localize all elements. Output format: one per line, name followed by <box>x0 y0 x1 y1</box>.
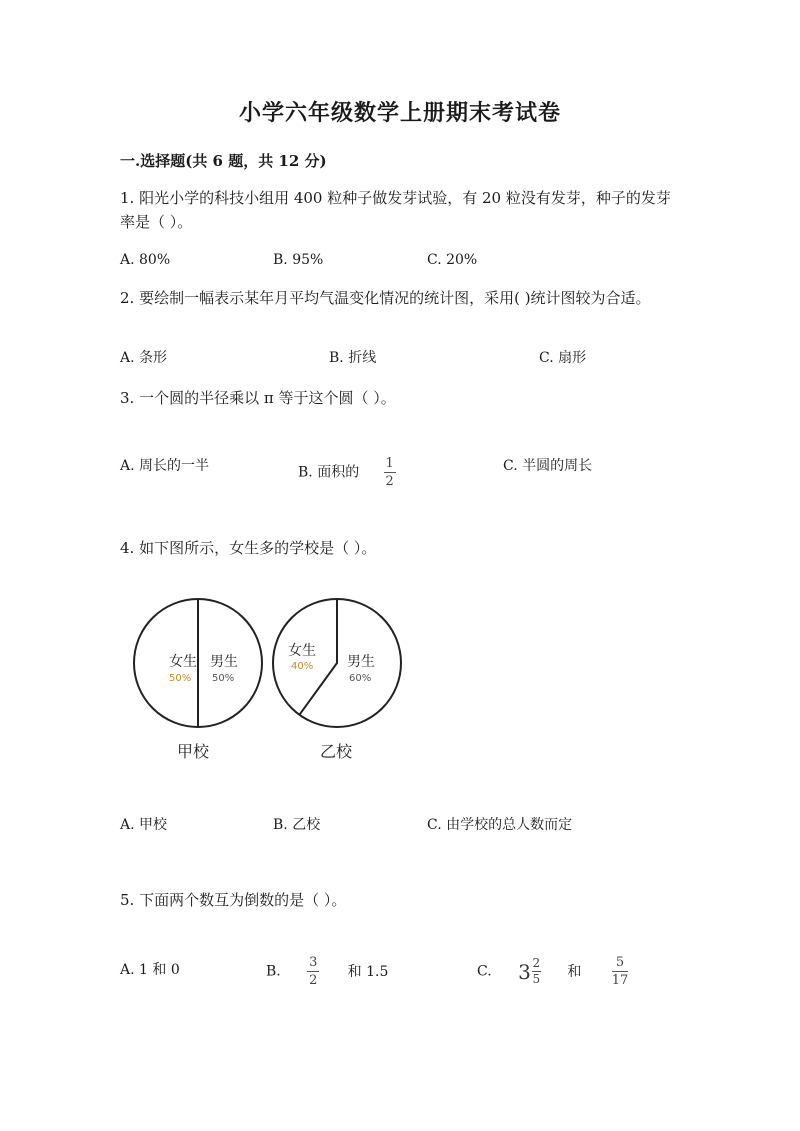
q1-option-b[interactable]: B. 95% <box>273 252 324 268</box>
fraction-numerator: 2 <box>532 956 541 970</box>
q5-b-fraction <box>307 955 319 988</box>
q4-option-a[interactable]: A. 甲校 <box>120 817 168 833</box>
q2-option-c[interactable]: C. 扇形 <box>539 350 587 366</box>
exam-title: 小学六年级数学上册期末考试卷 <box>238 100 561 126</box>
jia-girl-label: 女生 <box>169 654 197 670</box>
q3-option-b[interactable] <box>298 456 396 489</box>
question-4: 4. 如下图所示，女生多的学校是（ ）。 <box>120 539 377 557</box>
q5-option-c-label: C. <box>477 963 492 980</box>
yi-school-name: 乙校 <box>320 742 353 761</box>
fraction-denominator: 5 <box>532 972 541 986</box>
yi-boy-percent: 60% <box>349 673 372 684</box>
q4-option-b[interactable]: B. 乙校 <box>273 817 321 833</box>
yi-girl-label: 女生 <box>288 643 316 659</box>
yi-boy-label: 男生 <box>347 654 375 670</box>
mixed-whole: 3 <box>518 959 531 984</box>
fraction-bar <box>307 971 319 972</box>
fraction-denominator: 2 <box>385 474 394 489</box>
question-3: 3. 一个圆的半径乘以 π 等于这个圆（ ）。 <box>120 389 396 407</box>
section-heading: 一.选择题(共 6 题，共 12 分) <box>120 152 327 170</box>
q2-option-a[interactable]: A. 条形 <box>120 350 168 366</box>
q5-option-b[interactable] <box>266 955 388 988</box>
q4-option-c[interactable]: C. 由学校的总人数而定 <box>427 817 573 833</box>
fraction-numerator: 1 <box>385 456 394 471</box>
q3-fraction <box>384 456 396 489</box>
jia-school-name: 甲校 <box>177 742 210 761</box>
question-1: 1. 阳光小学的科技小组用 400 粒种子做发芽试验，有 20 粒没有发芽，种子的发芽率是（ ）。 <box>120 189 671 231</box>
fraction-denominator: 17 <box>611 973 629 988</box>
fraction-numerator: 5 <box>615 955 625 970</box>
pie-charts-figure <box>125 590 415 770</box>
fraction-bar <box>612 971 628 972</box>
q5-option-c[interactable] <box>477 955 628 988</box>
jia-boy-label: 男生 <box>210 654 238 670</box>
fraction-bar <box>384 472 396 473</box>
q5-mixed-number <box>518 957 541 986</box>
q1-option-a[interactable]: A. 80% <box>120 252 171 268</box>
mixed-fraction <box>532 957 541 986</box>
yi-girl-percent: 40% <box>291 661 314 672</box>
q5-option-a[interactable]: A. 1 和 0 <box>120 962 180 978</box>
q3-option-a[interactable]: A. 周长的一半 <box>120 458 210 474</box>
jia-girl-percent: 50% <box>169 673 192 684</box>
q5-c-fraction <box>612 955 629 988</box>
q5-b-and-text: 和 1.5 <box>347 963 389 980</box>
fraction-numerator: 3 <box>309 955 318 970</box>
q3-option-c[interactable]: C. 半圆的周长 <box>503 458 593 474</box>
jia-boy-percent: 50% <box>212 673 235 684</box>
q1-option-c[interactable]: C. 20% <box>427 252 478 268</box>
question-2: 2. 要绘制一幅表示某年月平均气温变化情况的统计图，采用( )统计图较为合适。 <box>120 289 651 307</box>
q5-c-and-text: 和 <box>567 963 582 980</box>
q3-option-b-label: B. 面积的 <box>298 464 360 481</box>
q2-option-b[interactable]: B. 折线 <box>329 350 377 366</box>
fraction-denominator: 2 <box>309 973 318 988</box>
q5-option-b-label: B. <box>266 963 281 980</box>
question-5: 5. 下面两个数互为倒数的是（ ）。 <box>120 891 347 909</box>
